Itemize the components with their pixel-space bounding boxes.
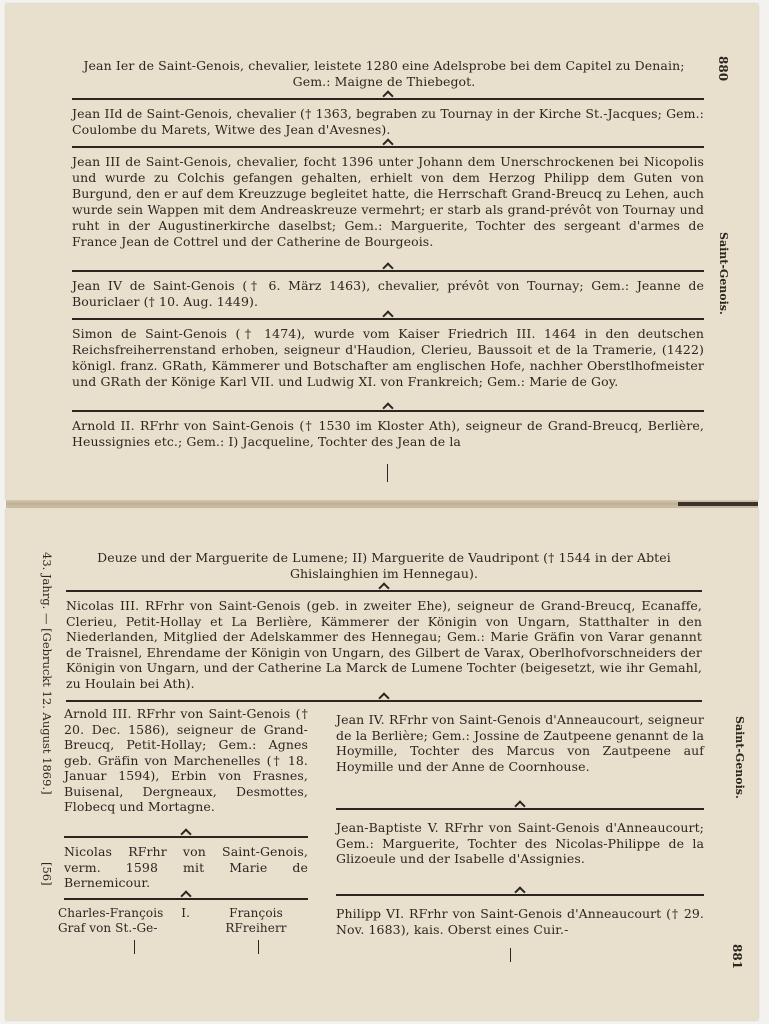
entry-arnold-ii: Arnold II. RFrhr von Saint-Genois († 1530 im Kloster Ath), seigneur de Grand-Breucq, Berlière, Heussignies etc.; Gem.: I) Jacqueline, Tochter des Jean de la bbox=[72, 418, 704, 449]
genealogy-brace bbox=[336, 808, 704, 820]
lineage-line bbox=[258, 940, 259, 954]
entry-nicolas-iii: Nicolas III. RFrhr von Saint-Genois (geb. in zweiter Ehe), seigneur de Grand-Breucq, Ecanaffe, Clerieu, Petit-Hollay et La Berlière, Kämmerer der Königin von Ungarn, Statthalter in den Niederlanden, Mitglied der Adelskammer des Hennegau; Gem.: Marie Gräfin von Varar genannt de Traisnel, Ehrendame der Königin von Ungarn, des Gilbert de Varax, Oberlhofvorschneiders der Königin von Ungarn, und der Catherine La Marck de Lumene Tochter (beigesetzt, wie ihr Gemahl, zu Houlain bei Ath). bbox=[66, 598, 702, 691]
entry-jean-baptiste-v: Jean-Baptiste V. RFrhr von Saint-Genois d'Anneaucourt; Gem.: Marguerite, Tochter des Nicolas-Philippe de la Glizoeule und der Isabelle d'Assignies. bbox=[336, 820, 704, 866]
lower-page bbox=[6, 508, 758, 1020]
genealogy-brace bbox=[336, 894, 704, 906]
upper-page bbox=[6, 4, 758, 500]
entry-jean-ii: Jean IId de Saint-Genois, chevalier († 1363, begraben zu Tournay in der Kirche St.-Jacques; Gem.: Coulombe du Marets, Witwe des Jean d'Avesnes). bbox=[72, 106, 704, 137]
lineage-line bbox=[134, 940, 135, 954]
page-fold bbox=[6, 500, 758, 508]
entry-nicolas: Nicolas RFrhr von Saint-Genois, verm. 1598 mit Marie de Bernemicour. bbox=[64, 844, 308, 890]
page-number-top: 880 bbox=[716, 56, 730, 82]
entry-simon: Simon de Saint-Genois († 1474), wurde vom Kaiser Friedrich III. 1464 in den deutschen Reichsfreiherrenstand erhoben, seigneur d'Haudion, Clerieu, Baussoit et de la Tramerie, (1422) königl. franz. GRath, Kämmerer und Botschafter am englischen Hofe, nachher Oberstlhofmeister und GRath der Könige Karl VII. und Ludwig XI. von Frankreich; Gem.: Marie de Goy. bbox=[72, 326, 704, 389]
margin-bracket-left: [56] bbox=[40, 862, 54, 886]
entry-francois: François RFreiherr bbox=[225, 906, 287, 935]
running-head-top: Saint-Genois. bbox=[717, 232, 730, 315]
entry-jean-iv: Jean IV de Saint-Genois († 6. März 1463), chevalier, prévôt von Tournay; Gem.: Jeanne de Bouriclaer († 10. Aug. 1449). bbox=[72, 278, 704, 309]
entry-charles-francois: Charles-François I. Graf von St.-Ge- bbox=[58, 906, 190, 935]
entry-arnold-iii: Arnold III. RFrhr von Saint-Genois († 20. Dec. 1586), seigneur de Grand-Breucq, Petit-Hollay; Gem.: Agnes geb. Gräfin von Marchenelles († 18. Januar 1594), Erbin von Frasnes, Buisenal, Dergneaux, Desmottes, Flobecq und Mortagne. bbox=[64, 706, 308, 814]
page-number-bottom: 881 bbox=[730, 944, 744, 970]
entry-jean-iii: Jean III de Saint-Genois, chevalier, focht 1396 unter Johann dem Unerschrockenen bei Nicopolis und wurde zu Colchis gefangen gehalten, erhielt von dem Herzog Philipp dem Guten von Burgund, den er auf dem Kreuzzuge begleitet hatte, die Herrschaft Grand-Breucq zu Lehen, auch wurde sein Wappen mit dem Andreaskreuze vermehrt; er starb als grand-prévôt von Tournay und ruht in der Augustinerkirche daselbst; Gem.: Marguerite, Tochter des sergeant d'armes de France Jean de Cottrel und der Catherine de Bourgeois. bbox=[72, 154, 704, 249]
lineage-line bbox=[510, 948, 511, 962]
margin-note-left: 43. Jahrg. — [Gebruckt 12. August 1869.] bbox=[40, 552, 54, 795]
entry-continuation: Deuze und der Marguerite de Lumene; II) Marguerite de Vaudripont († 1544 in der Abtei Ghislainghien im Hennegau). bbox=[97, 550, 671, 581]
entry-jean-i: Jean Ier de Saint-Genois, chevalier, leistete 1280 eine Adelsprobe bei dem Capitel zu Denain; Gem.: Maigne de Thiebegot. bbox=[83, 58, 685, 89]
running-head-bottom: Saint-Genois. bbox=[733, 716, 746, 799]
lineage-line bbox=[387, 464, 388, 482]
entry-philipp-vi: Philipp VI. RFrhr von Saint-Genois d'Anneaucourt († 29. Nov. 1683), kais. Oberst eines Cuir.- bbox=[336, 906, 704, 937]
entry-jean-iv-anneaucourt: Jean IV. RFrhr von Saint-Genois d'Anneaucourt, seigneur de la Berlière; Gem.: Jossine de Zautpeene genannt de la Hoymille, Tochter des Marcus von Zautpeene auf Hoymille und der Anne de Coornhouse. bbox=[336, 712, 704, 774]
